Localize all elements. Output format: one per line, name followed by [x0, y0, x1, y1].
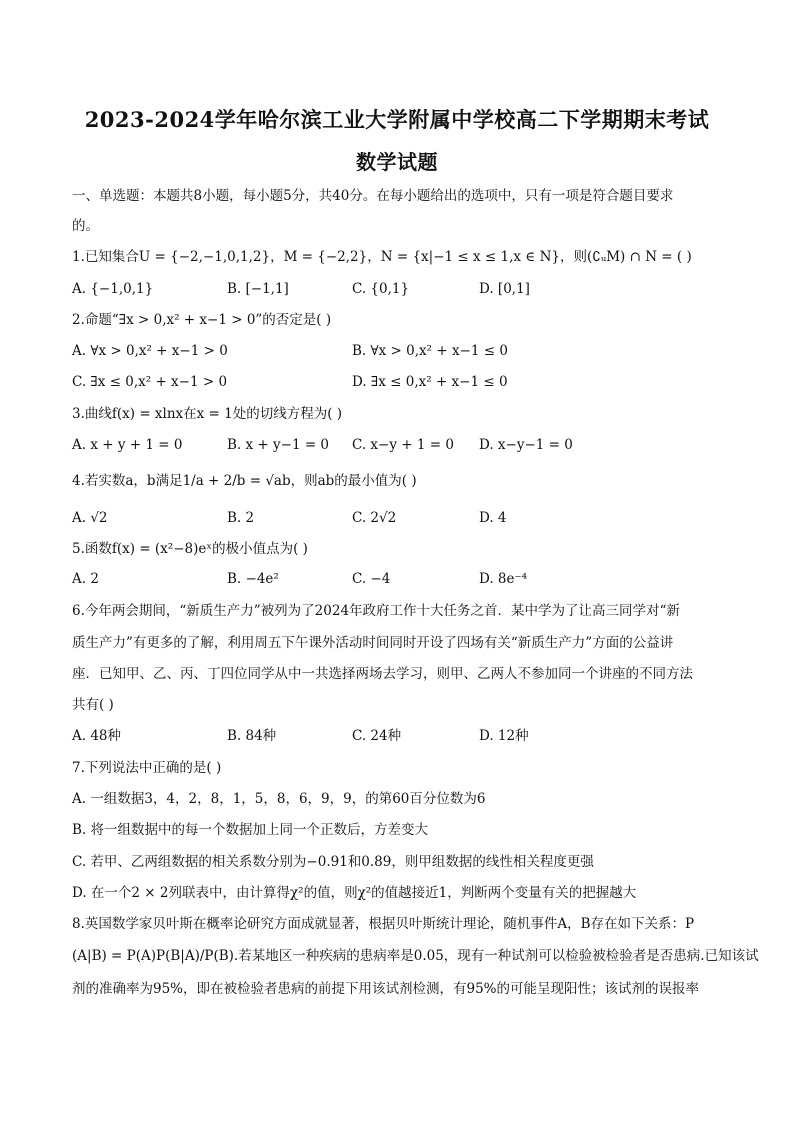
question-8-stem-line-3: 剂的准确率为95%，即在被检验者患病的前提下用该试剂检测，有95%的可能呈现阳性；该试剂的误报率	[72, 981, 700, 997]
q7-option-c: C. 若甲、乙两组数据的相关系数分别为−0.91和0.89，则甲组数据的线性相关程度更强	[72, 854, 594, 870]
q4-option-c: C. 2√2	[352, 510, 397, 526]
q5-option-b: B. −4e²	[227, 571, 279, 587]
q1-option-b: B. [−1,1]	[227, 281, 289, 297]
q1-option-d: D. [0,1]	[479, 281, 530, 297]
q4-option-b: B. 2	[227, 510, 255, 526]
q2-option-d: D. ∃x ≤ 0,x² + x−1 ≤ 0	[352, 374, 508, 390]
q7-option-a: A. 一组数据3，4，2，8，1，5，8，6，9，9，的第60百分位数为6	[72, 791, 486, 807]
question-7-stem: 7.下列说法中正确的是( )	[72, 760, 222, 776]
q3-option-a: A. x + y + 1 = 0	[72, 437, 183, 453]
q2-option-b: B. ∀x > 0,x² + x−1 ≤ 0	[352, 343, 508, 359]
section-intro: 一、单选题：本题共8小题，每小题5分，共40分。在每小题给出的选项中，只有一项是符合题目要求	[72, 188, 674, 204]
q2-option-c: C. ∃x ≤ 0,x² + x−1 > 0	[72, 374, 228, 390]
q7-option-d: D. 在一个2 × 2列联表中，由计算得χ²的值，则χ²的值越接近1，判断两个变量有关的把握越大	[72, 885, 637, 901]
question-6-stem-line-4: 共有( )	[72, 697, 114, 713]
q4-option-a: A. √2	[72, 510, 108, 526]
q6-option-b: B. 84种	[227, 728, 277, 744]
question-3-stem: 3.曲线f(x) = xlnx在x = 1处的切线方程为( )	[72, 406, 343, 422]
section-intro-cont: 的。	[72, 218, 99, 234]
question-8-stem-line-1: 8.英国数学家贝叶斯在概率论研究方面成就显著，根据贝叶斯统计理论，随机事件A，B存在如下关系：P	[72, 916, 695, 932]
q1-option-a: A. {−1,0,1}	[72, 281, 154, 297]
q3-option-c: C. x−y + 1 = 0	[352, 437, 454, 453]
exam-subtitle: 数学试题	[356, 150, 438, 174]
question-4-stem: 4.若实数a，b满足1/a + 2/b = √ab，则ab的最小值为( )	[72, 473, 417, 489]
q5-option-c: C. −4	[352, 571, 391, 587]
q5-option-a: A. 2	[72, 571, 99, 587]
question-6-stem-line-3: 座．已知甲、乙、丙、丁四位同学从中一共选择两场去学习，则甲、乙两人不参加同一个讲座的不同方法	[72, 666, 693, 682]
q5-option-d: D. 8e⁻⁴	[479, 571, 528, 587]
exam-title: 2023-2024学年哈尔滨工业大学附属中学校高二下学期期末考试	[84, 107, 710, 132]
q6-option-c: C. 24种	[352, 728, 402, 744]
q3-option-b: B. x + y−1 = 0	[227, 437, 330, 453]
q7-option-b: B. 将一组数据中的每一个数据加上同一个正数后，方差变大	[72, 822, 429, 838]
question-5-stem: 5.函数f(x) = (x²−8)eˣ的极小值点为( )	[72, 541, 308, 557]
q1-option-c: C. {0,1}	[352, 281, 410, 297]
q6-option-a: A. 48种	[72, 728, 122, 744]
q6-option-d: D. 12种	[479, 728, 529, 744]
question-1-stem: 1.已知集合U = {−2,−1,0,1,2}，M = {−2,2}，N = {x|−1 ≤ x ≤ 1,x ∈ N}，则(∁ᵤM) ∩ N = ( )	[72, 249, 692, 265]
question-6-stem-line-1: 6.今年两会期间，“新质生产力”被列为了2024年政府工作十大任务之首．某中学为了让高三同学对“新	[72, 603, 680, 619]
question-6-stem-line-2: 质生产力”有更多的了解，利用周五下午课外活动时间同时开设了四场有关“新质生产力”方面的公益讲	[72, 635, 674, 651]
q4-option-d: D. 4	[479, 510, 507, 526]
q3-option-d: D. x−y−1 = 0	[479, 437, 573, 453]
question-2-stem: 2.命题“∃x > 0,x² + x−1 > 0”的否定是( )	[72, 312, 332, 328]
question-8-stem-line-2: (A|B) = P(A)P(B|A)/P(B).若某地区一种疾病的患病率是0.05，现有一种试剂可以检验被检验者是否患病.已知该试	[72, 948, 759, 964]
q2-option-a: A. ∀x > 0,x² + x−1 > 0	[72, 343, 228, 359]
